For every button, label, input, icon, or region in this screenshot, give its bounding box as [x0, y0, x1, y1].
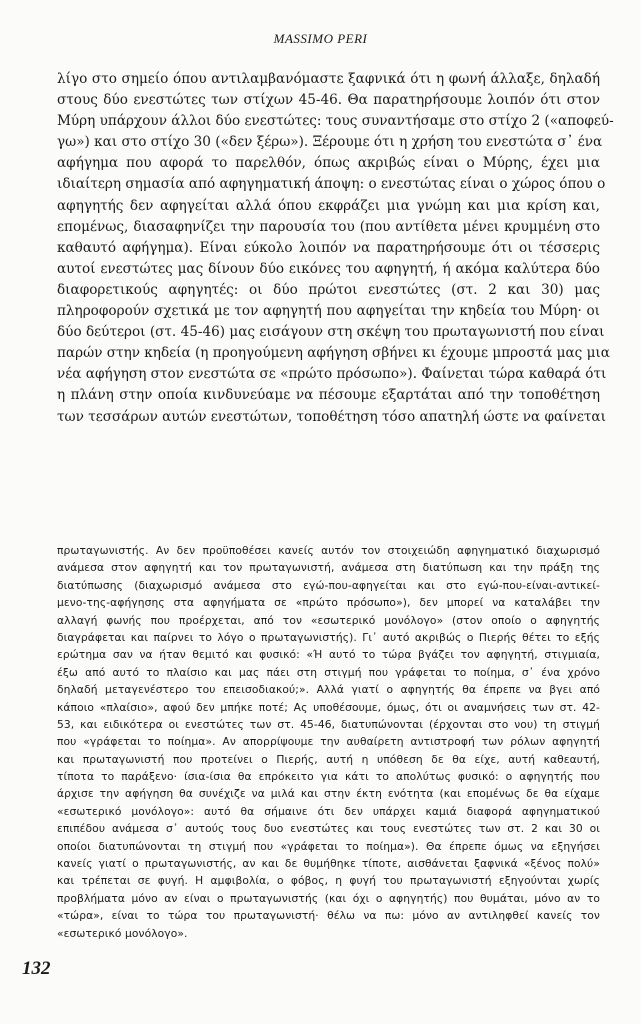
footnote-line: άρχισε την αφήγηση θα συνέχιζε να μιλά και στην έκτη ενότητα (και επομένως δε θα είχαμε — [57, 787, 600, 801]
text-line: δύο δεύτεροι (στ. 45-46) μας εισάγουν στη σκέψη του πρωταγωνιστή που είναι — [57, 324, 605, 341]
text-line: νέα αφήγηση στον ενεστώτα σε «πρώτο πρόσωπο»). Φαίνεται τώρα καθαρά ότι — [57, 366, 607, 383]
footnote-line: διαγράφεται και παίρνει το λόγο ο πρωταγωνιστής). Γι᾽ αυτό ακριβώς ο Πιερής θέτει το εξής — [57, 630, 600, 644]
footnote-line: 53, και ειδικότερα οι ενεστώτες των στ. 45-46, διατυπώνονται (έρχονται στο νου) τη στιγμή — [57, 717, 600, 731]
footnote-line: έξω από αυτό το πλαίσιο και μας πάει στη στιγμή που γράφεται το ποίημα, σ᾽ ένα χρόνο — [57, 665, 600, 679]
text-line: διαφορετικούς αφηγητές: οι δύο πρώτοι ενεστώτες (στ. 2 και 30) μας — [57, 281, 600, 298]
footnote-line: «εσωτερικό μονόλογο»: αυτό θα σήμαινε ότι δεν υπάρχει καμιά διαφορά αφηγηματικού — [57, 804, 600, 818]
text-line: πληροφορούν σχετικά με τον αφηγητή που αφηγείται την κηδεία του Μύρη· οι — [57, 303, 600, 320]
footnote-line: «εσωτερικό μονόλογο». — [57, 926, 188, 940]
footnote-line: αλλαγή φωνής που προέρχεται, από τον «εσωτερικό μονόλογο» (στον οποίο ο αφηγητής — [57, 613, 600, 627]
text-line: καθαυτό αφήγημα). Είναι εύκολο λοιπόν να παρατηρήσουμε ότι οι τέσσερις — [57, 239, 600, 256]
footnote-line: ανάμεσα στον αφηγητή και τον πρωταγωνιστή, ανάμεσα στη διατύπωση και την πράξη της — [57, 561, 600, 575]
text-line: αυτοί ενεστώτες μας δίνουν δύο εικόνες του αφηγητή, ή ακόμα καλύτερα δύο — [57, 260, 600, 277]
footnote-line: κάποιο «πλαίσιο», αφού δεν μπήκε ποτέ; Ας υποθέσουμε, όμως, ότι οι αναμνήσεις των στ. 42- — [57, 700, 600, 714]
body-text — [57, 69, 614, 428]
text-line: επομένως, διασαφηνίζει την παρουσία του (που αντίθετα μένει κρυμμένη στο — [57, 218, 600, 235]
footnote-line: ερώτημα σαν να ήταν θεμιτό και φυσικό: «Ή αυτό το τώρα βγάζει τον αφηγητή, στιγμιαία, — [57, 648, 600, 662]
footnote-line: κανείς γιατί ο πρωταγωνιστής, αν και δε θυμήθηκε τίποτε, αισθάνεται ξαφνικά «ξένος πολύ» — [57, 857, 600, 871]
footnote-line: μενο-της-αφήγησης στα αφηγήματα σε «πρώτο πρόσωπο»), δεν μπορεί να καταλάβει την — [57, 596, 600, 610]
footnote-line: επιπέδου ανάμεσα σ᾽ αυτούς τους δυο ενεστώτες και τους ενεστώτες των στ. 2 και 30 οι — [57, 822, 600, 836]
footnote-line: πρωταγωνιστής. Αν δεν προϋποθέσει κανείς αυτόν τον στοιχειώδη αφηγηματικό διαχωρισμό — [57, 544, 600, 557]
footnote-line: «τώρα», είναι το τώρα του πρωταγωνιστή· θέλω να πω: μόνο αν αντιληφθεί κανείς τον — [57, 909, 600, 923]
footnote-line: δηλαδή μεταγενέστερο του επεισοδιακού;». Αλλά γιατί ο αφηγητής θα έπρεπε να βγει από — [57, 683, 600, 697]
footnote-line: που «γράφεται το ποίημα». Αν απορρίψουμε την αυθαίρετη αντιστροφή των ρόλων αφηγητή — [57, 735, 600, 749]
text-line: Μύρη υπάρχουν άλλοι δύο ενεστώτες: τους συναντήσαμε στο στίχο 2 («αποφεύ- — [57, 113, 614, 130]
footnote-text — [57, 542, 600, 942]
footnote-line: προβλήματα μόνο αν είναι ο πρωταγωνιστής (και όχι ο αφηγητής) που θυμάται, μόνο αν το — [57, 891, 600, 905]
footnote-line: οποίοι διατυπώνονται τη στιγμή που «γράφεται το ποίημα»). Θα έπρεπε όμως να εξηγήσει — [57, 839, 600, 853]
text-line: στους δύο ενεστώτες των στίχων 45-46. Θα παρατηρήσουμε λοιπόν ότι στον — [57, 92, 600, 109]
page-number: 132 — [22, 958, 51, 979]
footnote-line: διατύπωσης (διαχωρισμό ανάμεσα στο εγώ-που-αφηγείται και στο εγώ-που-είναι-αντικεί- — [57, 578, 600, 592]
text-line: αφηγητής δεν αφηγείται αλλά όπου εκφράζει μια γνώμη και μια κρίση και, — [57, 197, 600, 214]
footnote-line: τίποτα το παράξενο· ίσια-ίσια θα επρόκειτο για κάτι το απολύτως φυσικό: ο αφηγητής που — [57, 770, 600, 784]
text-line: παρών στην κηδεία (η προηγούμενη αφήγηση σβήνει κι έχουμε μπροστά μας μια — [57, 345, 610, 362]
footnote-line: και πρωταγωνιστή που προτείνει ο Πιερής, αυτή η υπόθεση δε θα είχε, αυτή καθεαυτή, — [57, 752, 600, 766]
text-line: ιδιαίτερη σημασία από αφηγηματική άποψη: ο ενεστώτας είναι ο χώρος όπου ο — [57, 176, 606, 193]
text-line: η πλάνη στην οποία κινδυνεύαμε να πέσουμε εξαρτάται από την τοποθέτηση — [57, 387, 600, 404]
text-line: λίγο στο σημείο όπου αντιλαμβανόμαστε ξαφνικά ότι η φωνή άλλαξε, δηλαδή — [57, 71, 600, 87]
text-line: των τεσσάρων αυτών ενεστώτων, τοποθέτηση τόσο απατηλή ώστε να φαίνεται — [57, 408, 606, 425]
footnote-line: και τρέπεται σε φυγή. Η αμφιβολία, ο φόβος, η φυγή του πρωταγωνιστή εξηγούνται χωρίς — [57, 874, 600, 888]
running-header: MASSIMO PERI — [273, 31, 368, 46]
text-line: γω») και στο στίχο 30 («δεν ξέρω»). Ξέρουμε ότι η χρήση του ενεστώτα σ᾽ ένα — [57, 134, 603, 151]
text-line: αφήγημα που αφορά το παρελθόν, όπως ακριβώς είναι ο Μύρης, έχει μια — [57, 155, 600, 172]
